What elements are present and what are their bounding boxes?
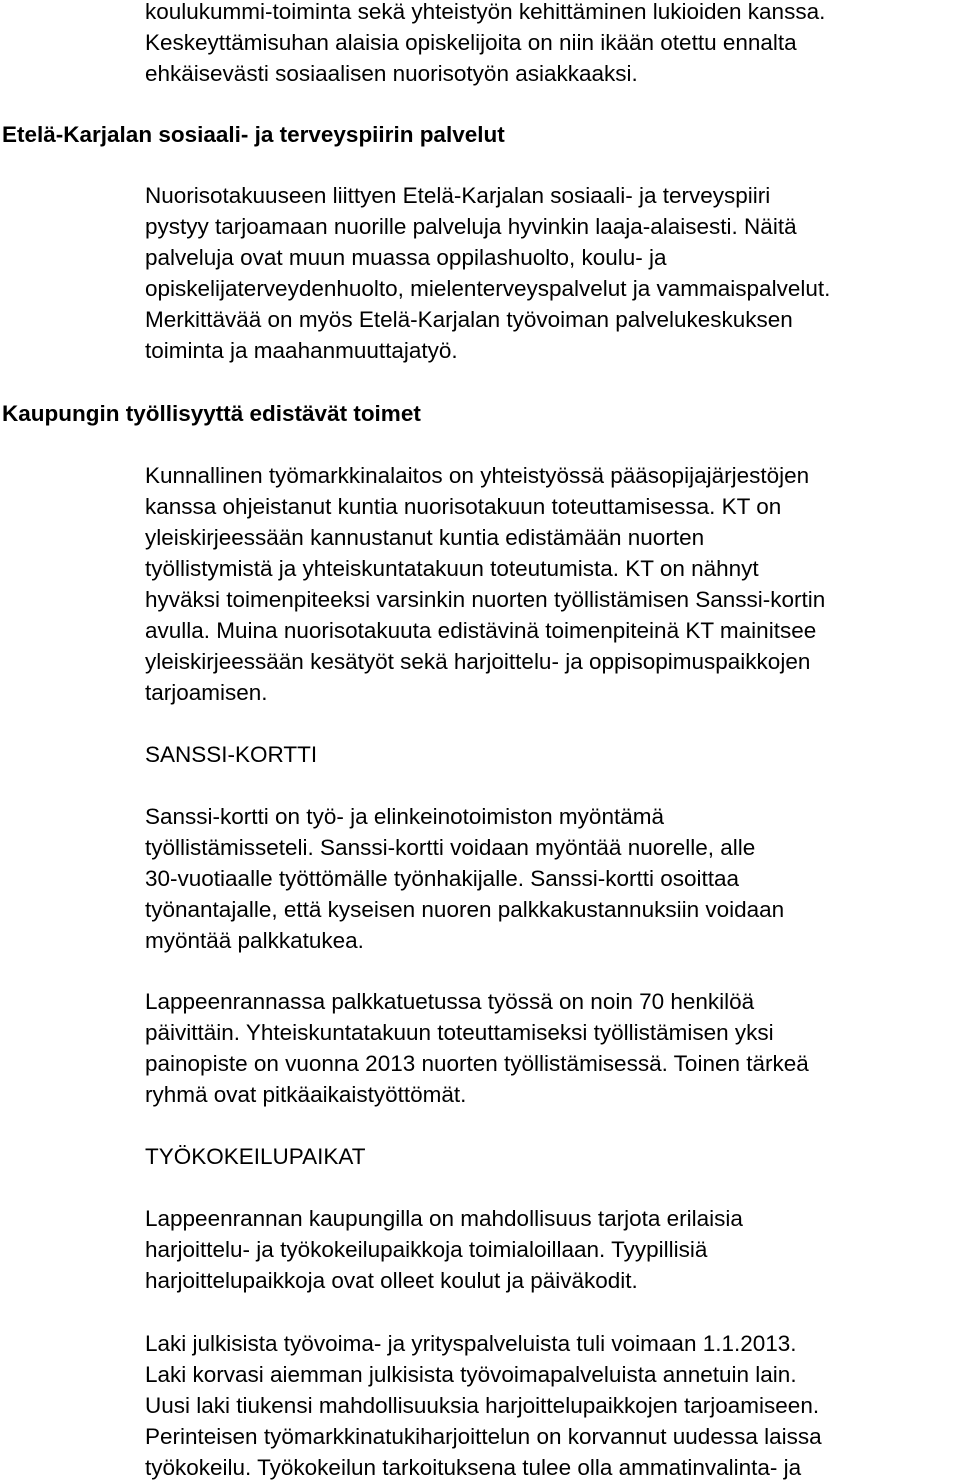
intro-paragraph-line: ehkäisevästi sosiaalisen nuorisotyön asiakkaaksi. — [145, 61, 638, 86]
paragraph-line: opiskelijaterveydenhuolto, mielenterveyspalvelut ja vammaispalvelut. — [145, 276, 831, 301]
paragraph-line: harjoittelupaikkoja ovat olleet koulut ja päiväkodit. — [145, 1268, 638, 1293]
paragraph-line: päivittäin. Yhteiskuntatakuun toteuttamiseksi työllistämisen yksi — [145, 1020, 774, 1045]
paragraph-line: tarjoamisen. — [145, 680, 268, 705]
intro-paragraph-line: koulukummi-toiminta sekä yhteistyön kehittäminen lukioiden kanssa. — [145, 0, 826, 24]
paragraph-line: ryhmä ovat pitkäaikaistyöttömät. — [145, 1082, 467, 1107]
paragraph-line: 30-vuotiaalle työttömälle työnhakijalle. Sanssi-kortti osoittaa — [145, 866, 740, 891]
paragraph-line: kanssa ohjeistanut kuntia nuorisotakuun toteuttamisessa. KT on — [145, 494, 782, 519]
paragraph-line: avulla. Muina nuorisotakuuta edistävinä toimenpiteinä KT mainitsee — [145, 618, 817, 643]
paragraph-line: työllistymistä ja yhteiskuntatakuun toteutumista. KT on nähnyt — [145, 556, 759, 581]
paragraph-line: Sanssi-kortti on työ- ja elinkeinotoimiston myöntämä — [145, 804, 664, 829]
paragraph-line: Kunnallinen työmarkkinalaitos on yhteistyössä pääsopijajärjestöjen — [145, 463, 810, 488]
paragraph-line: harjoittelu- ja työkokeilupaikkoja toimialoillaan. Tyypillisiä — [145, 1237, 708, 1262]
paragraph-line: toiminta ja maahanmuuttajatyö. — [145, 338, 458, 363]
paragraph-line: Laki julkisista työvoima- ja yrityspalveluista tuli voimaan 1.1.2013. — [145, 1331, 797, 1356]
paragraph-line: painopiste on vuonna 2013 nuorten työllistämisessä. Toinen tärkeä — [145, 1051, 809, 1076]
intro-paragraph-line: Keskeyttämisuhan alaisia opiskelijoita on niin ikään otettu ennalta — [145, 30, 797, 55]
paragraph-line: hyväksi toimenpiteeksi varsinkin nuorten työllistämisen Sanssi-kortin — [145, 587, 826, 612]
paragraph-line: yleiskirjeessään kesätyöt sekä harjoittelu- ja oppisopimuspaikkojen — [145, 649, 811, 674]
paragraph-line: palveluja ovat muun muassa oppilashuolto, koulu- ja — [145, 245, 667, 270]
paragraph-line: Laki korvasi aiemman julkisista työvoimapalveluista annetuin lain. — [145, 1362, 797, 1387]
subheading-sanssi-kortti: SANSSI-KORTTI — [145, 742, 318, 767]
paragraph-line: Merkittävää on myös Etelä-Karjalan työvoiman palvelukeskuksen — [145, 307, 793, 332]
paragraph-line: työllistämisseteli. Sanssi-kortti voidaan myöntää nuorelle, alle — [145, 835, 756, 860]
paragraph-line: Lappeenrannan kaupungilla on mahdollisuus tarjota erilaisia — [145, 1206, 743, 1231]
section-heading-sote-services: Etelä-Karjalan sosiaali- ja terveyspiirin palvelut — [2, 122, 505, 147]
paragraph-line: työkokeilu. Työkokeilun tarkoituksena tulee olla ammatinvalinta- ja — [145, 1455, 802, 1480]
paragraph-line: myöntää palkkatukea. — [145, 928, 364, 953]
paragraph-line: pystyy tarjoamaan nuorille palveluja hyvinkin laaja-alaisesti. Näitä — [145, 214, 797, 239]
paragraph-line: yleiskirjeessään kannustanut kuntia edistämään nuorten — [145, 525, 705, 550]
subheading-tyokokeilupaikat: TYÖKOKEILUPAIKAT — [145, 1144, 366, 1169]
paragraph-line: Lappeenrannassa palkkatuetussa työssä on noin 70 henkilöä — [145, 989, 755, 1014]
section-heading-employment-measures: Kaupungin työllisyyttä edistävät toimet — [2, 401, 421, 426]
paragraph-line: Nuorisotakuuseen liittyen Etelä-Karjalan sosiaali- ja terveyspiiri — [145, 183, 771, 208]
paragraph-line: Perinteisen työmarkkinatukiharjoittelun on korvannut uudessa laissa — [145, 1424, 822, 1449]
paragraph-line: työnantajalle, että kyseisen nuoren palkkakustannuksiin voidaan — [145, 897, 785, 922]
paragraph-line: Uusi laki tiukensi mahdollisuuksia harjoittelupaikkojen tarjoamiseen. — [145, 1393, 820, 1418]
